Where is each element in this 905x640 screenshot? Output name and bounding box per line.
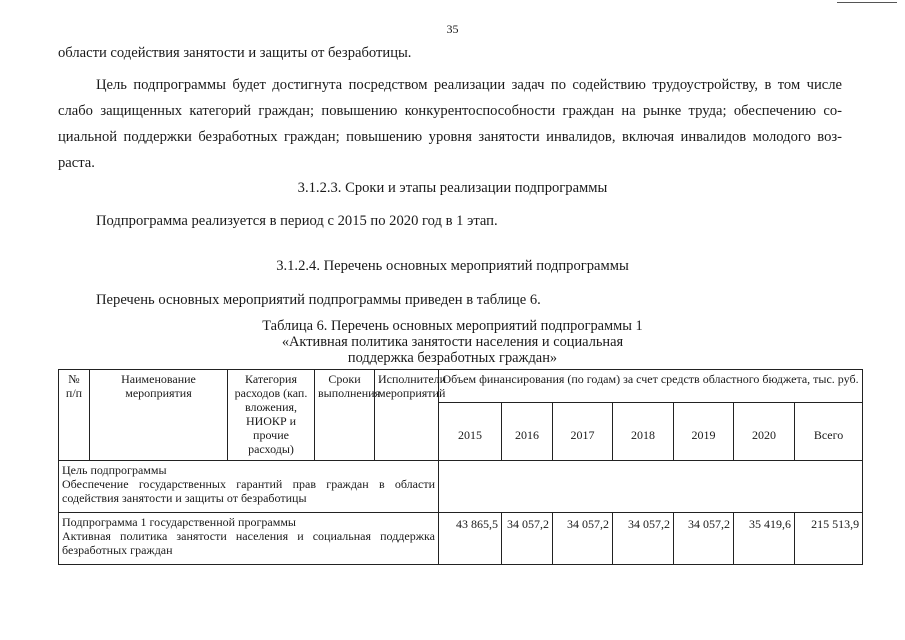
year-2016: 2016 (502, 403, 553, 461)
paragraph-continuation: области содействия занятости и защиты от безработицы. (58, 45, 412, 61)
funding-2015: 43 865,5 (439, 513, 502, 565)
page-edge-mark (837, 2, 897, 3)
activities-table (58, 369, 863, 565)
goal-text: Обеспечение государственных гарантий прав граждан в области содействия занятости и защиты от безработицы (62, 477, 435, 505)
funding-2019: 34 057,2 (674, 513, 734, 565)
activities-paragraph: Перечень основных мероприятий подпрограммы приведен в таблице 6. (96, 292, 541, 308)
funding-2018: 34 057,2 (613, 513, 674, 565)
subprogram-text: Активная политика занятости населения и социальная поддержка безработных граждан (62, 529, 435, 557)
year-2015: 2015 (439, 403, 502, 461)
subprogram-cell (59, 513, 439, 565)
goal-empty-cell (439, 461, 863, 513)
page-number: 35 (446, 22, 459, 36)
funding-2016: 34 057,2 (502, 513, 553, 565)
year-2018: 2018 (613, 403, 674, 461)
year-2019: 2019 (674, 403, 734, 461)
funding-2017: 34 057,2 (553, 513, 613, 565)
year-total: Всего (795, 403, 863, 461)
year-2020: 2020 (734, 403, 795, 461)
table-caption-line-2: «Активная политика занятости населения и социальная (281, 334, 624, 350)
header-executors: Исполнители мероприятий (375, 370, 439, 461)
section-heading-activities: 3.1.2.4. Перечень основных мероприятий подпрограммы (276, 258, 629, 274)
goal-paragraph-line-1: Цель подпрограммы будет достигнута посредством реализации задач по содействию трудоустройству, в том числе (96, 77, 842, 93)
funding-2020: 35 419,6 (734, 513, 795, 565)
header-activity-name: Наименование мероприятия (90, 370, 228, 461)
goal-cell (59, 461, 439, 513)
goal-title: Цель подпрограммы (62, 463, 167, 477)
funding-total: 215 513,9 (795, 513, 863, 565)
section-heading-terms: 3.1.2.3. Сроки и этапы реализации подпрограммы (297, 180, 608, 196)
header-expense-category: Категория расходов (кап. вложения, НИОКР и прочие расходы) (228, 370, 315, 461)
table-caption-line-1: Таблица 6. Перечень основных мероприятий подпрограммы 1 (262, 318, 643, 334)
table-caption-line-3: поддержка безработных граждан» (347, 350, 558, 366)
goal-paragraph-line-2: слабо защищенных категорий граждан; повышению конкурентоспособности граждан на рынке труда; обеспечению со- (58, 103, 842, 119)
subprogram-row (59, 513, 863, 565)
header-number: № п/п (59, 370, 90, 461)
header-funding: Объем финансирования (по годам) за счет средств областного бюджета, тыс. руб. (439, 370, 863, 403)
period-paragraph: Подпрограмма реализуется в период с 2015 по 2020 год в 1 этап. (96, 213, 498, 229)
goal-paragraph-line-4: раста. (58, 155, 95, 171)
subprogram-title: Подпрограмма 1 государственной программы (62, 515, 296, 529)
goal-row (59, 461, 863, 513)
header-terms: Сроки выполнения (315, 370, 375, 461)
goal-paragraph-line-3: циальной поддержки безработных граждан; повышению уровня занятости инвалидов, включая инвалидов молодого воз- (58, 129, 842, 145)
year-2017: 2017 (553, 403, 613, 461)
